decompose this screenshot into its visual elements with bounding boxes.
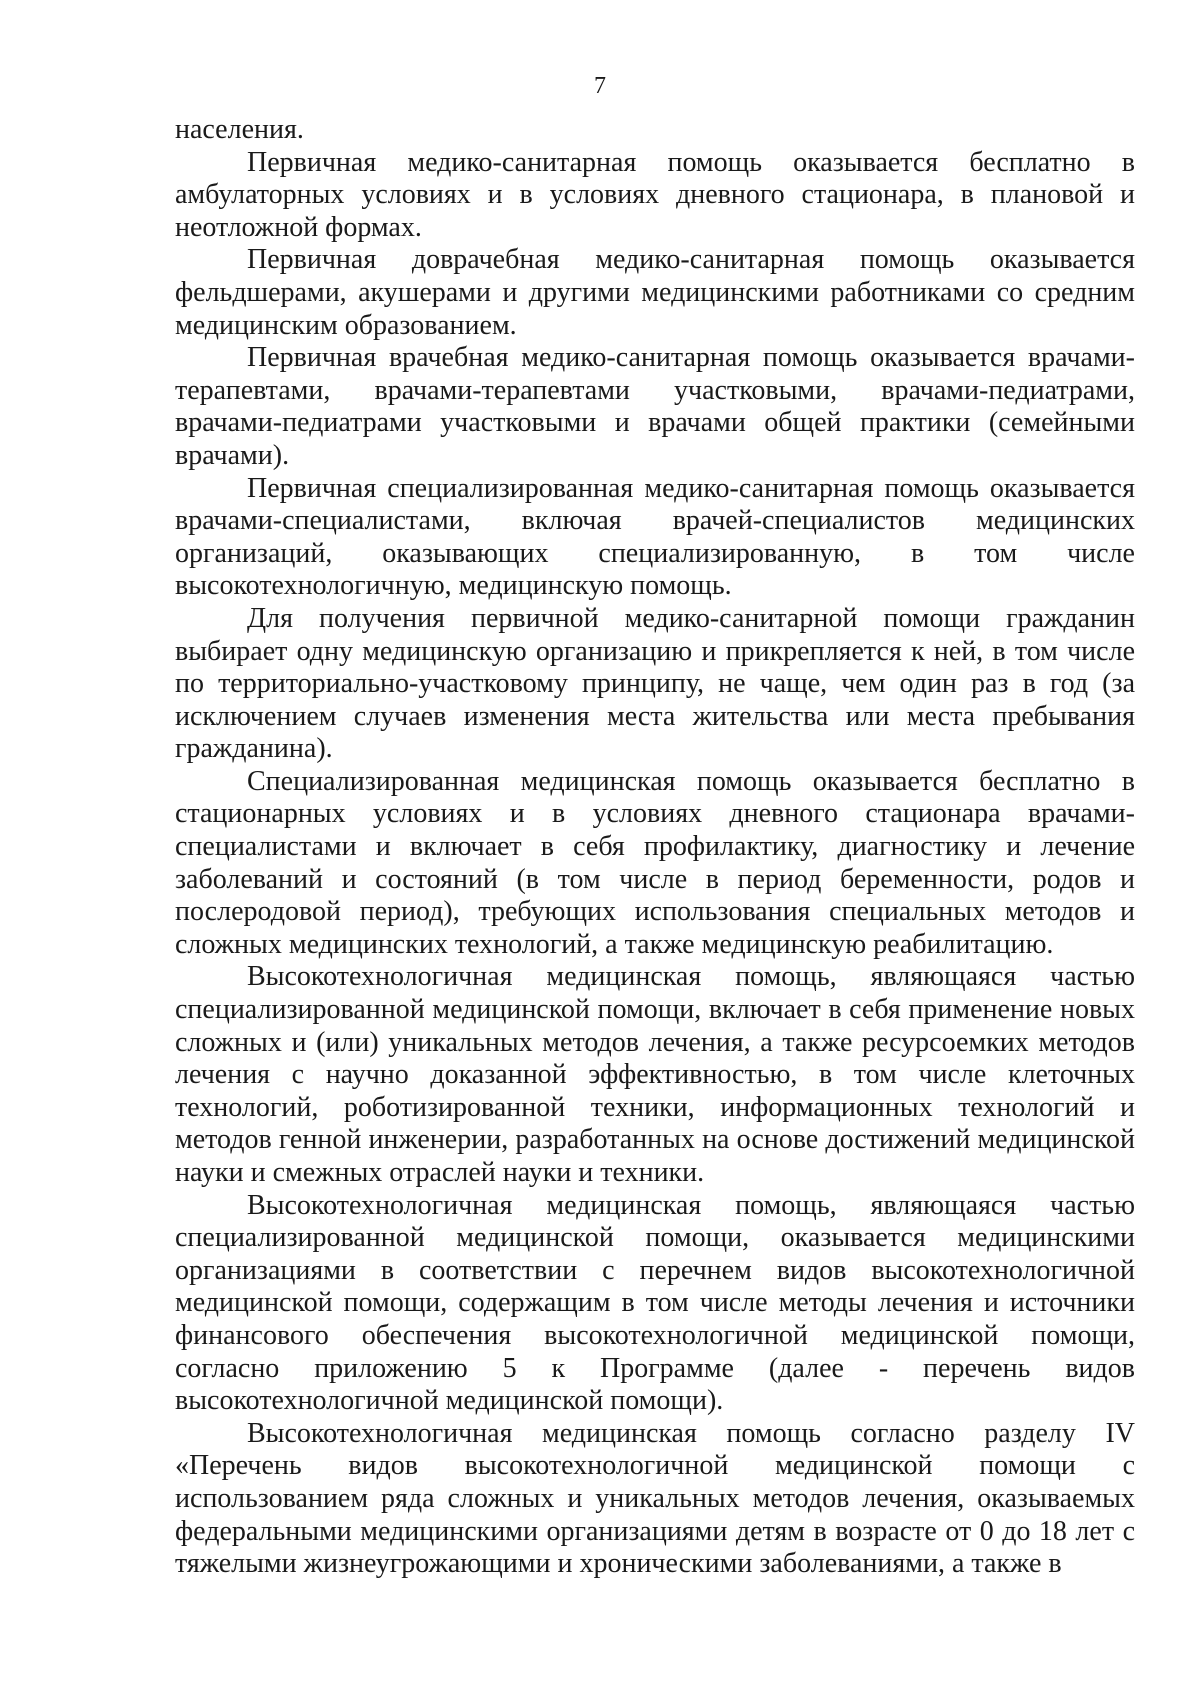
- paragraph-high-tech-section-iv: Высокотехнологичная медицинская помощь согласно разделу IV «Перечень видов высокотехнологичной медицинской помощи с использованием ряда сложных и уникальных методов лечения, оказываемых федеральными медицинскими организациями детям в возрасте от 0 до 18 лет с тяжелыми жизнеугрожающими и хроническими заболеваниями, а также в: [175, 1417, 1135, 1580]
- paragraph-continuation: населения.: [175, 114, 304, 145]
- paragraph-doctor-care: Первичная врачебная медико-санитарная помощь оказывается врачами-терапевтами, врачами-терапевтами участковыми, врачами-педиатрами, врачами-педиатрами участковыми и врачами общей практики (семейными врачами).: [175, 342, 1135, 471]
- paragraph-high-tech-organizations: Высокотехнологичная медицинская помощь, являющаяся частью специализированной медицинской помощи, оказывается медицинскими организациями в соответствии с перечнем видов высокотехнологичной медицинской помощи, содержащим в том числе методы лечения и источники финансового обеспечения высокотехнологичной медицинской помощи, согласно приложению 5 к Программе (далее - перечень видов высокотехнологичной медицинской помощи).: [175, 1189, 1135, 1417]
- paragraph-pre-doctor-care: Первичная доврачебная медико-санитарная помощь оказывается фельдшерами, акушерами и другими медицинскими работниками со средним медицинским образованием.: [175, 244, 1135, 341]
- paragraph-attachment-rules: Для получения первичной медико-санитарной помощи гражданин выбирает одну медицинскую организацию и прикрепляется к ней, в том числе по территориально-участковому принципу, не чаще, чем один раз в год (за исключением случаев изменения места жительства или места пребывания гражданина).: [175, 602, 1135, 765]
- paragraph-high-tech-care: Высокотехнологичная медицинская помощь, являющаяся частью специализированной медицинской помощи, включает в себя применение новых сложных и (или) уникальных методов лечения, а также ресурсоемких методов лечения с научно доказанной эффективностью, в том числе клеточных технологий, роботизированной техники, информационных технологий и методов генной инженерии, разработанных на основе достижений медицинской науки и смежных отраслей науки и техники.: [175, 961, 1135, 1188]
- paragraph-specialized-care: Специализированная медицинская помощь оказывается бесплатно в стационарных условиях и в условиях дневного стационара врачами-специалистами и включает в себя профилактику, диагностику и лечение заболеваний и состояний (в том числе в период беременности, родов и послеродовой период), требующих использования специальных методов и сложных медицинских технологий, а также медицинскую реабилитацию.: [175, 765, 1135, 960]
- paragraph-primary-care: Первичная медико-санитарная помощь оказывается бесплатно в амбулаторных условиях и в условиях дневного стационара, в плановой и неотложной формах.: [175, 146, 1135, 243]
- document-body: [175, 114, 1135, 1581]
- page-number: 7: [594, 73, 606, 99]
- paragraph-specialized-primary-care: Первичная специализированная медико-санитарная помощь оказывается врачами-специалистами, включая врачей-специалистов медицинских организаций, оказывающих специализированную, в том числе высокотехнологичную, медицинскую помощь.: [175, 472, 1135, 602]
